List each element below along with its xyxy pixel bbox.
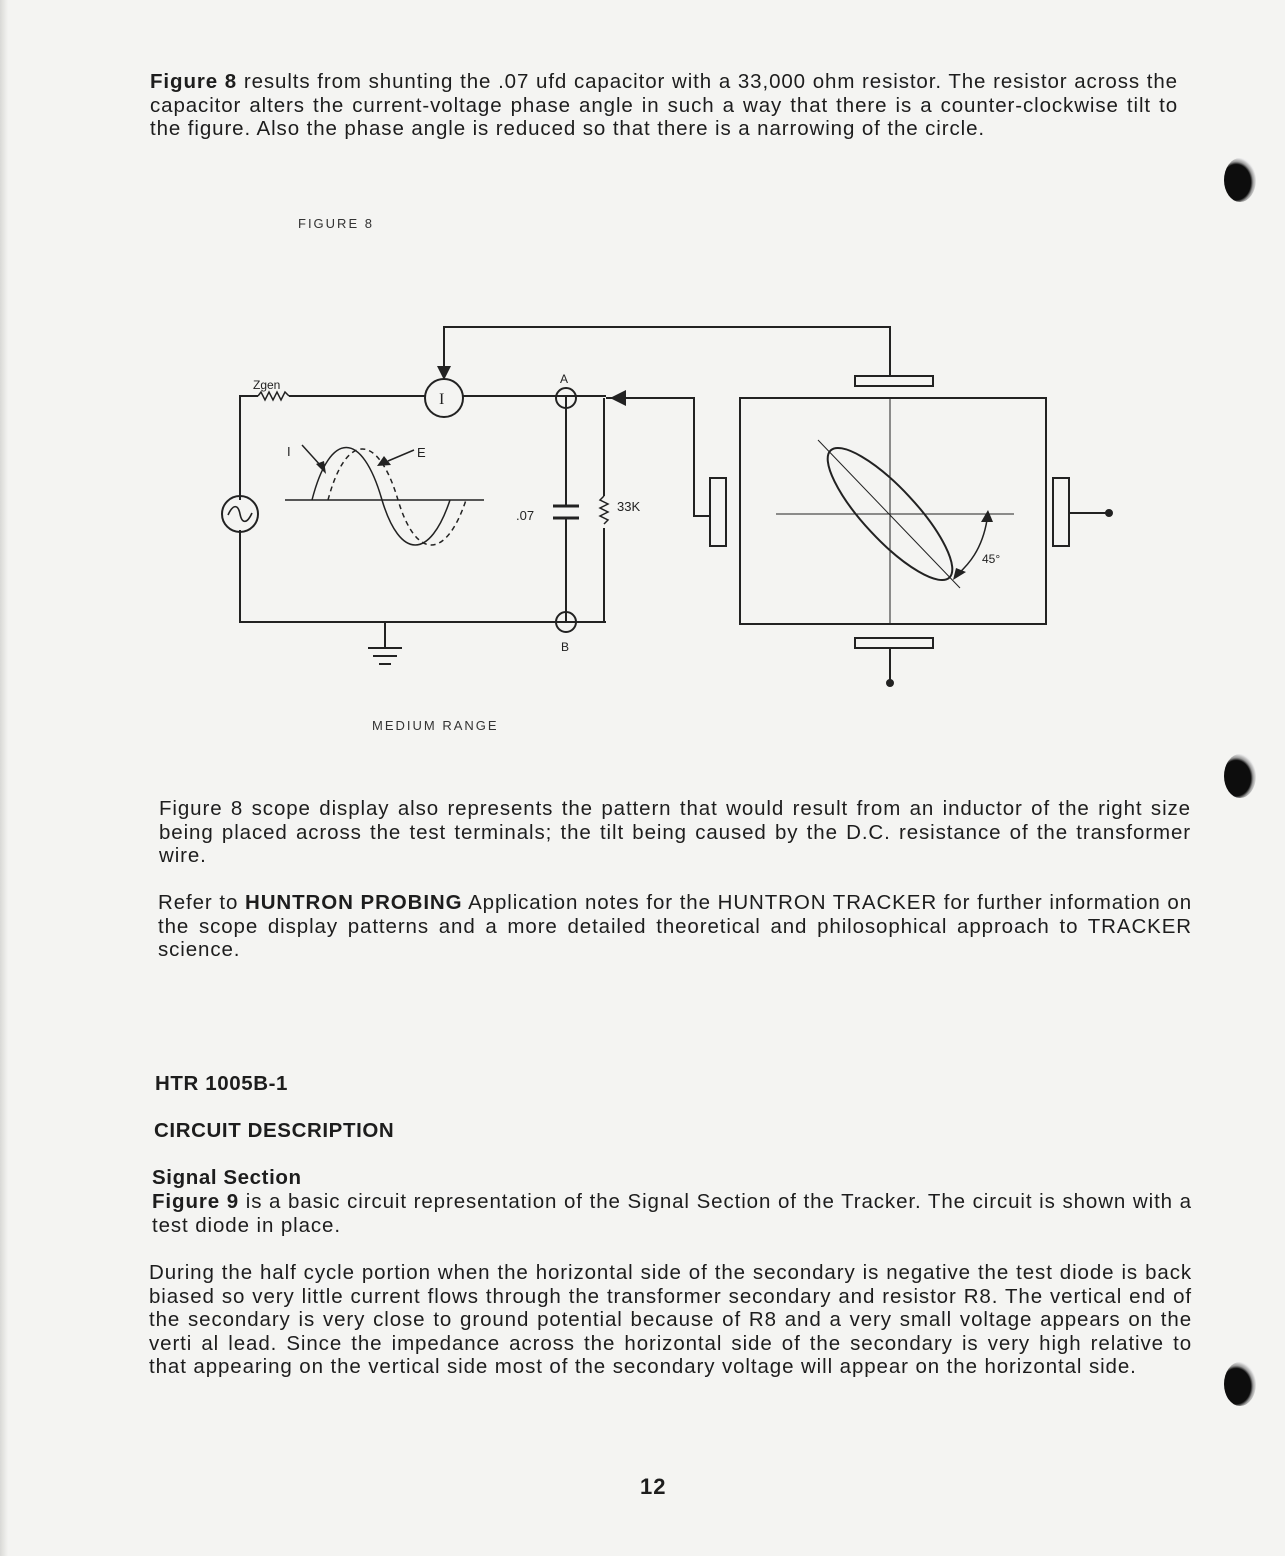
terminal-b-label: B <box>561 640 570 654</box>
figure-8-diagram <box>200 310 1130 700</box>
left-deflection-plate <box>710 478 726 546</box>
intro-paragraph <box>150 70 1178 141</box>
capacitor-gap <box>556 506 576 518</box>
refer-end: Application notes for the HUNTRON TRACKER for further information on the scope display patterns and a more detailed theoretical and philosophical approach to TRACKER science. <box>158 891 1193 961</box>
refer-paragraph <box>158 891 1192 962</box>
scope-screen <box>740 398 1046 624</box>
section-subtitle: Signal Section <box>152 1166 302 1189</box>
e-wave-label: E <box>417 445 426 460</box>
angle-arrow-bottom <box>953 568 966 580</box>
half-cycle-paragraph: During the half cycle portion when the horizontal side of the secondary is negative the test diode is back biased so very little current flows through the transformer secondary and resistor R8. The vertical end of the secondary is very close to ground potential because of R8 and a very small voltage appears on the verti al lead. Since the impedance across the horizontal side of the secondary is very high relative to that appearing on the vertical side most of the secondary voltage will appear on the horizontal side. <box>149 1261 1192 1378</box>
top-feedback-wire <box>444 327 890 376</box>
right-lead-terminal <box>1106 510 1112 516</box>
i-wave-label: I <box>287 444 291 459</box>
bottom-lead-terminal <box>887 680 893 686</box>
angle-arrow-top <box>981 510 993 522</box>
figure8-reference: Figure 8 <box>150 70 238 93</box>
intro-text: results from shunting the .07 ufd capacitor with a 33,000 ohm resistor. The resistor across the capacitor alters the current-voltage phase angle in such a way that there is a counter-clockwise tilt to the figure. Also the phase angle is reduced so that there is a narrowing of the circle. <box>150 70 1178 140</box>
model-heading: HTR 1005B-1 <box>155 1072 289 1095</box>
page-number: 12 <box>640 1474 667 1499</box>
arrow-down <box>437 366 451 380</box>
resistor-zigzag <box>600 496 608 524</box>
current-source-label: I <box>439 391 445 408</box>
figure9-paragraph <box>152 1190 1192 1237</box>
binder-hole-bottom <box>1224 1362 1256 1406</box>
voltage-wave <box>328 449 466 545</box>
capacitor-label: .07 <box>516 508 535 523</box>
figure9-text: is a basic circuit representation of the Signal Section of the Tracker. The circuit is shown with a test diode in place. <box>152 1190 1192 1237</box>
page-edge <box>0 0 8 1556</box>
terminal-a-label: A <box>560 372 569 386</box>
right-deflection-plate <box>1053 478 1069 546</box>
ac-source-sine <box>228 507 252 522</box>
angle-label: 45° <box>982 552 1001 566</box>
figure-caption: FIGURE 8 <box>298 216 374 231</box>
scope-paragraph: Figure 8 scope display also represents the pattern that would result from an inductor of the right size being placed across the test terminals; the tilt being caused by the D.C. resistance of the transformer wire. <box>159 797 1191 867</box>
range-label: MEDIUM RANGE <box>372 718 499 733</box>
section-title: CIRCUIT DESCRIPTION <box>154 1119 395 1142</box>
ground-symbol <box>368 622 402 664</box>
top-deflection-plate <box>855 376 933 386</box>
i-pointer <box>302 445 321 466</box>
zgen-label: Zgen <box>253 378 281 392</box>
binder-hole-top <box>1224 158 1256 202</box>
binder-hole-middle <box>1224 754 1256 798</box>
resistor-label: 33K <box>617 499 641 514</box>
figure9-reference: Figure 9 <box>152 1190 240 1213</box>
refer-start: Refer to <box>158 891 245 914</box>
lead-arrow <box>610 390 626 406</box>
bottom-deflection-plate <box>855 638 933 648</box>
zgen-resistor <box>258 392 289 400</box>
e-pointer <box>388 450 414 461</box>
huntron-probing-reference: HUNTRON PROBING <box>244 891 463 914</box>
